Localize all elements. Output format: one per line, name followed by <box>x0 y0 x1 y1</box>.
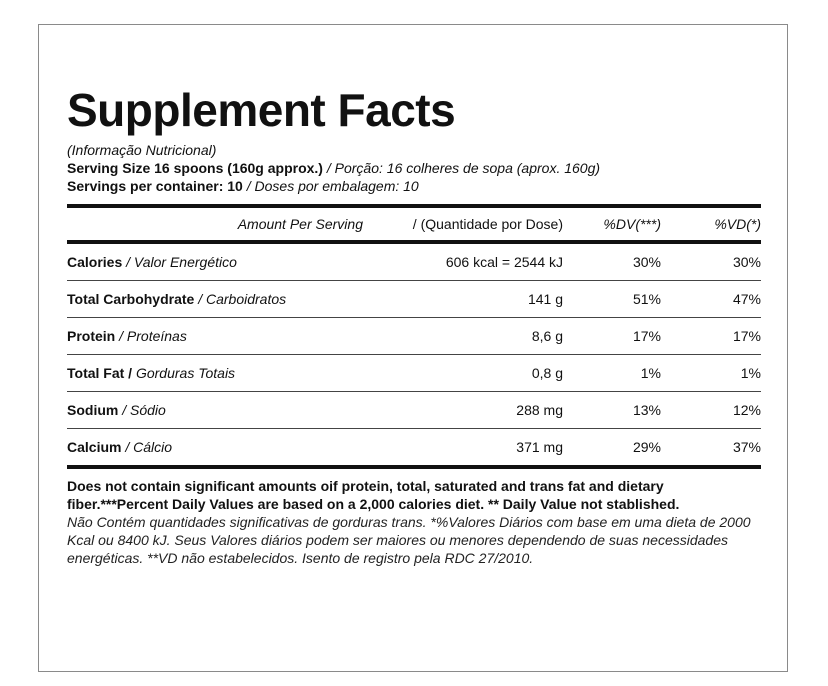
supplement-facts-panel <box>38 24 788 672</box>
header-quantity: / (Quantidade por Dose) <box>412 216 563 232</box>
nutrient-name-pt: / Proteínas <box>115 328 187 344</box>
nutrient-dv: 30% <box>632 254 661 270</box>
nutrient-name <box>67 254 397 270</box>
header-vd: %VD(*) <box>714 216 761 232</box>
nutrient-name-pt: / Sódio <box>118 402 166 418</box>
nutrient-dv: 51% <box>632 291 661 307</box>
nutrient-name <box>67 291 397 307</box>
footnote-en: Does not contain significant amounts oif protein, total, saturated and trans fat and dietary fiber.***Percent Daily Values are based on a 2,000 calories diet. ** Daily Value not stablished. <box>67 478 680 512</box>
nutrient-vd: 17% <box>732 328 761 344</box>
footnotes <box>67 477 761 567</box>
nutrient-name <box>67 439 397 455</box>
table-row <box>67 428 761 465</box>
nutrient-name-pt: / Cálcio <box>121 439 173 455</box>
subtitle-pt <box>67 141 761 159</box>
table-row <box>67 391 761 428</box>
nutrient-amount: 371 mg <box>516 439 563 455</box>
table-row <box>67 280 761 317</box>
nutrient-name-en: Sodium <box>67 402 119 418</box>
nutrient-name <box>67 402 397 418</box>
header-dv: %DV(***) <box>603 216 661 232</box>
serving-size-line <box>67 159 761 177</box>
nutrient-dv: 17% <box>632 328 661 344</box>
servings-per-container-label: Servings per container: 10 <box>67 178 243 194</box>
table-row <box>67 317 761 354</box>
page-title: Supplement Facts <box>67 84 456 136</box>
nutrient-dv: 29% <box>632 439 661 455</box>
table-bottom-rule <box>67 465 761 469</box>
nutrient-name-pt: Gorduras Totais <box>132 365 236 381</box>
nutrient-amount: 0,8 g <box>531 365 563 381</box>
nutrient-vd: 30% <box>732 254 761 270</box>
facts-content <box>67 85 761 567</box>
nutrient-name-pt: / Carboidratos <box>194 291 287 307</box>
nutrient-rows <box>67 244 761 465</box>
nutrient-amount: 606 kcal = 2544 kJ <box>445 254 563 270</box>
nutrient-vd: 1% <box>740 365 761 381</box>
table-header <box>67 208 761 240</box>
table-row <box>67 354 761 391</box>
nutrient-name-en: Protein <box>67 328 116 344</box>
nutrient-amount: 288 mg <box>516 402 563 418</box>
servings-per-container-line <box>67 177 761 195</box>
servings-per-container-sep: / <box>242 178 255 194</box>
footnote-pt: Não Contém quantidades significativas de gorduras trans. *%Valores Diários com base em uma dieta de 2000 Kcal ou 8400 kJ. Seus Valores diários podem ser maiores ou menores dependendo de suas necessidades energéticas. **VD não estabelecidos. Isento de registro pela RDC 27/2010. <box>67 514 751 566</box>
subtitle-pt-text: (Informação Nutricional) <box>67 142 217 158</box>
nutrient-amount: 8,6 g <box>531 328 563 344</box>
nutrient-dv: 13% <box>632 402 661 418</box>
nutrient-amount: 141 g <box>527 291 563 307</box>
nutrient-name <box>67 328 397 344</box>
nutrient-vd: 47% <box>732 291 761 307</box>
nutrient-name-en: Calories <box>67 254 123 270</box>
nutrient-name-pt: / Valor Energético <box>122 254 237 270</box>
nutrient-name-en: Total Fat / <box>67 365 133 381</box>
serving-size-sep: / <box>322 160 335 176</box>
nutrient-vd: 12% <box>732 402 761 418</box>
serving-size-pt: Porção: 16 colheres de sopa (aprox. 160g) <box>334 160 601 176</box>
nutrient-vd: 37% <box>732 439 761 455</box>
nutrient-name <box>67 365 397 381</box>
serving-size-label: Serving Size 16 spoons (160g approx.) <box>67 160 323 176</box>
header-amount-per-serving: Amount Per Serving <box>237 216 363 232</box>
servings-per-container-pt: Doses por embalagem: 10 <box>254 178 419 194</box>
table-row <box>67 244 761 280</box>
nutrient-name-en: Total Carbohydrate <box>67 291 195 307</box>
nutrient-name-en: Calcium <box>67 439 122 455</box>
nutrient-dv: 1% <box>640 365 661 381</box>
